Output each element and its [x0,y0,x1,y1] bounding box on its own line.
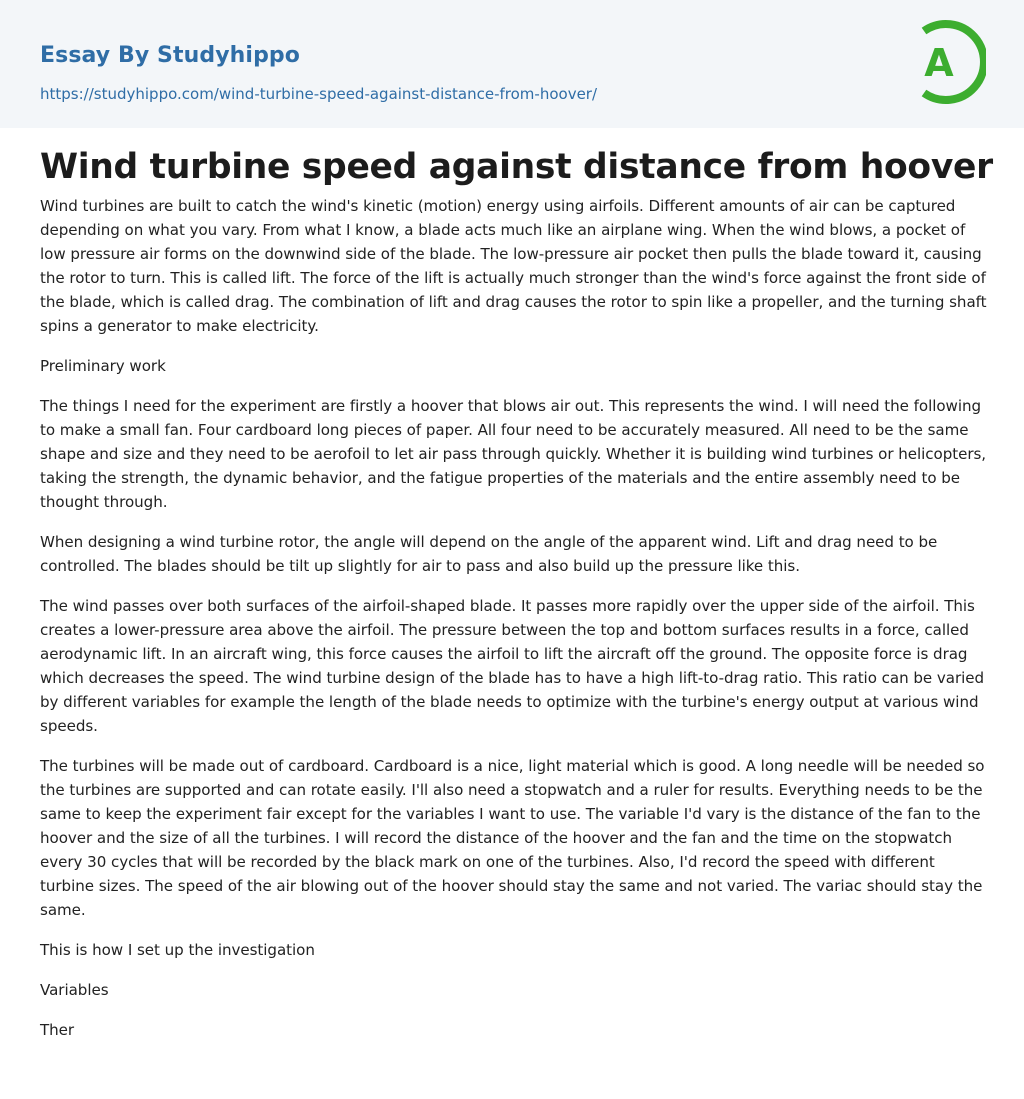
essay-paragraph: The things I need for the experiment are firstly a hoover that blows air out. This represents the wind. I will need the following to make a small fan. Four cardboard long pieces of paper. All four need to be accurately measured. All need to be the same shape and size and they need to be aerofoil to let air pass through quickly. Whether it is building wind turbines or helicopters, taking the strength, the dynamic behavior, and the fatigue properties of the materials and the entire assembly need to be thought through. [40,397,987,511]
site-header [0,0,1024,128]
essay-paragraph: The turbines will be made out of cardboard. Cardboard is a nice, light material which is good. A long needle will be needed so the turbines are supported and can rotate easily. I'll also need a stopwatch and a ruler for results. Everything needs to be the same to keep the experiment fair except for the variables I want to use. The variable I'd vary is the distance of the fan to the hoover and the size of all the turbines. I will record the distance of the hoover and the fan and the time on the stopwatch every 30 cycles that will be recorded by the black mark on one of the turbines. Also, I'd record the speed with different turbine sizes. The speed of the air blowing out of the hoover should stay the same and not varied. The variac should stay the same. [40,757,985,919]
essay-paragraph: Wind turbines are built to catch the wind's kinetic (motion) energy using airfoils. Different amounts of air can be captured depending on what you vary. From what I know, a blade acts much like an airplane wing. When the wind blows, a pocket of low pressure air forms on the downwind side of the blade. The low-pressure air pocket then pulls the blade toward it, causing the rotor to turn. This is called lift. The force of the lift is actually much stronger than the wind's force against the front side of the blade, which is called drag. The combination of lift and drag causes the rotor to spin like a propeller, and the turning shaft spins a generator to make electricity. [40,197,987,335]
essay-paragraph: Variables [40,981,109,999]
essay-paragraph: Preliminary work [40,357,166,375]
essay-paragraph: This is how I set up the investigation [40,941,315,959]
essay-paragraph: Ther [40,1021,75,1039]
page-title: Wind turbine speed against distance from hoover [40,147,993,187]
logo-letter: A [924,41,954,85]
essay-paragraph: When designing a wind turbine rotor, the angle will depend on the angle of the apparent wind. Lift and drag need to be controlled. The blades should be tilt up slightly for air to pass and also build up the pressure like this. [40,533,938,575]
essay-paragraph: The wind passes over both surfaces of the airfoil-shaped blade. It passes more rapidly over the upper side of the airfoil. This creates a lower-pressure area above the airfoil. The pressure between the top and bottom surfaces results in a force, called aerodynamic lift. In an aircraft wing, this force causes the airfoil to lift the aircraft off the ground. The opposite force is drag which decreases the speed. The wind turbine design of the blade has to have a high lift-to-drag ratio. This ratio can be varied by different variables for example the length of the blade needs to optimize with the turbine's energy output at various wind speeds. [40,597,985,735]
essay-body [40,194,990,1058]
source-url-link[interactable]: https://studyhippo.com/wind-turbine-speed-against-distance-from-hoover/ [40,85,598,103]
logo-icon[interactable] [912,19,986,105]
site-brand[interactable]: Essay By Studyhippo [40,43,300,68]
